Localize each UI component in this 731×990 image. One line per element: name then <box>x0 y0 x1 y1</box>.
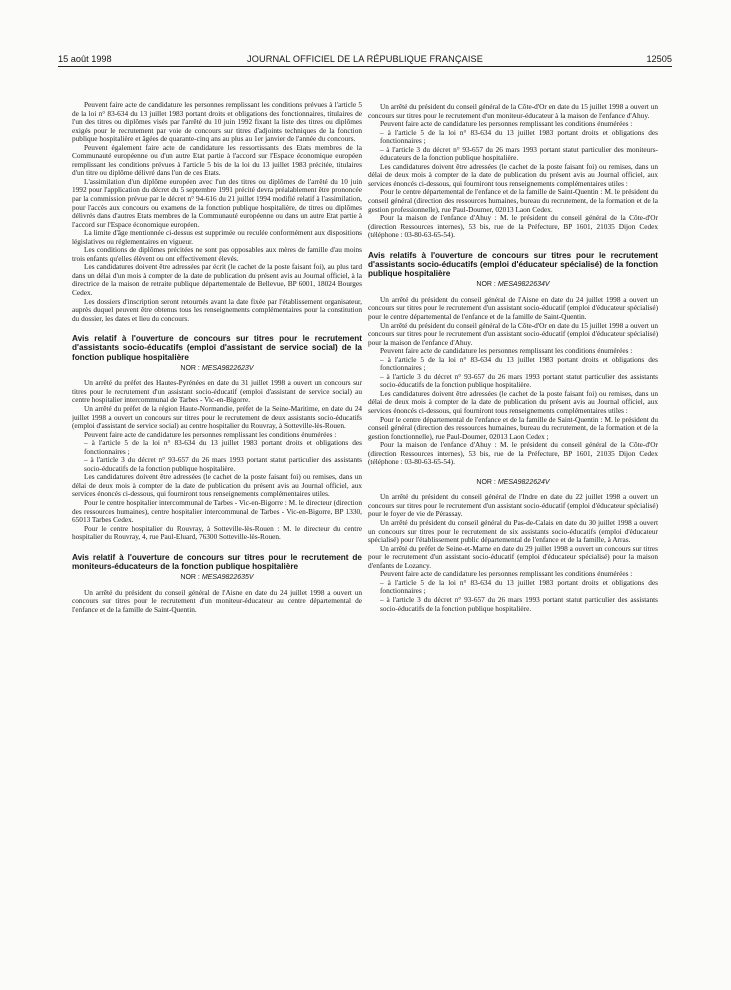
notice-heading: Avis relatif à l'ouverture de concours sur titres pour le recrutement de moniteurs-éducateurs de la fonction publique hospitalière <box>72 552 362 571</box>
nor-code: MESA9822634V <box>497 281 550 289</box>
nor-reference <box>72 574 362 583</box>
paragraph: Peuvent faire acte de candidature les personnes remplissant les conditions énumérées : <box>380 119 633 129</box>
paragraph: L'assimilation d'un diplôme européen avec l'un des titres ou diplômes de l'arrêté du 10 juin 1992 pour l'application du décret du 5 septembre 1991 précité devra préalablement être prononcée par la commission prévue par le décret n° 94-616 du 21 juillet 1994 modifié relatif à l'assimilation, pour l'accès aux concours ou examens de la fonction publique hospitalière, de titres ou diplômes délivrés dans d'autres Etats membres de la Communauté européenne ou dans un autre Etat partie à l'accord sur l'Espace économique européen. <box>72 176 362 229</box>
list-item: – à l'article 3 du décret n° 93-657 du 26 mars 1993 portant statut particulier des assistants socio-éducatifs de la fonction publique hospitalière. <box>380 371 658 390</box>
paragraph: Un arrêté du préfet de Seine-et-Marne en date du 29 juillet 1998 a ouvert un concours sur titres pour le recrutement d'un assistant socio-éducatif (emploi d'éducateur spécialisé) pour la maison d'enfants de Lozancy. <box>368 543 658 570</box>
paragraph: Un arrêté du préfet de la région Haute-Normandie, préfet de la Seine-Maritime, en date du 24 juillet 1998 a ouvert un concours sur titres pour le recrutement de deux assistants socio-éducatifs (emploi d'assistant de service social) au centre hospitalier du Rouvray, à Sotteville-lès-Rouen. <box>72 404 362 431</box>
nor-label: NOR : <box>180 364 200 372</box>
list-item: – à l'article 5 de la loi n° 83-634 du 13 juillet 1983 portant droits et obligations des fonctionnaires ; <box>380 577 658 596</box>
paragraph: Un arrêté du préfet des Hautes-Pyrénées en date du 31 juillet 1998 a ouvert un concours sur titres pour le recrutement d'un assistant socio-éducatif (emploi d'assistant de service social) au centre hospitalier intercommunal de Tarbes - Vic-en-Bigorre. <box>72 378 362 405</box>
paragraph: Les candidatures doivent être adressées (le cachet de la poste faisant foi) ou remises, dans un délai de deux mois à compter de la date de publication du présent avis au Journal officiel, aux services énoncés ci-dessous, qui fourniront tous renseignements complémentaires utiles : <box>368 161 658 188</box>
nor-label: NOR : <box>180 574 200 582</box>
nor-reference <box>368 281 658 290</box>
list-item: – à l'article 5 de la loi n° 83-634 du 13 juillet 1983 portant droits et obligations des fonctionnaires ; <box>380 354 658 373</box>
page-header <box>58 54 672 67</box>
notice-heading: Avis relatifs à l'ouverture de concours sur titres pour le recrutement d'assistants socio-éducatifs (emploi d'éducateur spécialisé) de la fonction publique hospitalière <box>368 250 658 279</box>
paragraph: Un arrêté du président du conseil général de l'Aisne en date du 24 juillet 1998 a ouvert un concours sur titres pour le recrutement d'un moniteur-éducateur au centre départemental de l'enfance et de la famille de Saint-Quentin. <box>72 587 362 614</box>
nor-reference <box>368 479 658 488</box>
paragraph: Peuvent faire acte de candidature les personnes remplissant les conditions énumérées : <box>380 569 633 579</box>
paragraph: Un arrêté du président du conseil général de l'Indre en date du 22 juillet 1998 a ouvert un concours sur titres pour le recrutement d'un assistant socio-éducatif (emploi d'éducateur spécialisé) pour le foyer de vie de Pérassay. <box>368 492 658 519</box>
paragraph: Un arrêté du président du conseil général de la Côte-d'Or en date du 15 juillet 1998 a ouvert un concours sur titres pour le recrutement d'un moniteur-éducateur à la maison de l'enfance d'Ahuy. <box>368 103 658 120</box>
page-number: 12505 <box>646 54 672 64</box>
section-gap <box>368 467 658 477</box>
paragraph: Pour la maison de l'enfance d'Ahuy : M. le président du conseil général de la Côte-d'Or (direction Ressources internes), 53 bis, rue de la Préfecture, BP 1601, 21035 Dijon Cedex (téléphone : 03-80-63-65-54). <box>368 440 658 467</box>
nor-reference <box>72 365 362 374</box>
journal-title: JOURNAL OFFICIEL DE LA RÉPUBLIQUE FRANÇAISE <box>247 54 483 64</box>
paragraph: Pour la maison de l'enfance d'Ahuy : M. le président du conseil général de la Côte-d'Or (direction Ressources internes), 53 bis, rue de la Préfecture, BP 1601, 21035 Dijon Cedex (téléphone : 03-80-63-65-54). <box>368 213 658 240</box>
paragraph: Un arrêté du président du conseil général de la Côte-d'Or en date du 15 juillet 1998 a ouvert un concours sur titres pour le recrutement d'un assistant socio-éducatif (emploi d'éducateur spécialisé) pour la maison de l'enfance d'Ahuy. <box>368 320 658 347</box>
paragraph: Les candidatures doivent être adressées (le cachet de la poste faisant foi) ou remises, dans un délai de deux mois à compter de la date de publication du présent avis au Journal officiel, aux services énoncés ci-dessous, qui fourniront tous renseignements complémentaires utiles : <box>368 388 658 416</box>
paragraph: Peuvent faire acte de candidature les personnes remplissant les conditions énumérées : <box>84 429 337 439</box>
nor-code: MESA9822623V <box>201 364 254 372</box>
paragraph: Pour le centre départemental de l'enfance et de la famille de Saint-Quentin : M. le président du conseil général (direction des ressources humaines, bureau du recrutement, de la formation et de la gestion professionnelle), rue Paul-Doumer, 02013 Laon Cedex. <box>368 187 658 214</box>
paragraph: Peuvent également faire acte de candidature les ressortissants des Etats membres de la Communauté européenne ou d'un autre Etat partie à l'accord sur l'Espace économique européen remplissant les conditions prévues à l'article 5 bis de la loi du 13 juillet 1983 précitée, titulaires d'un titre ou diplôme délivré dans l'un de ces Etats. <box>72 142 362 178</box>
paragraph: Les conditions de diplômes précitées ne sont pas opposables aux mères de famille d'au moins trois enfants qu'elles élèvent ou ont effectivement élevés. <box>72 245 362 263</box>
paragraph: Peuvent faire acte de candidature les personnes remplissant les conditions énumérées : <box>380 346 633 356</box>
left-column <box>72 101 362 971</box>
notice-heading: Avis relatif à l'ouverture de concours sur titres pour le recrutement d'assistants socio-éducatifs (emploi d'assistant de service social) de la fonction publique hospitalière <box>72 334 362 362</box>
list-item: – à l'article 3 du décret n° 93-657 du 26 mars 1993 portant statut particulier des assistants socio-éducatifs de la fonction publique hospitalière. <box>84 455 362 473</box>
paragraph: Peuvent faire acte de candidature les personnes remplissant les conditions prévues à l'article 5 de la loi n° 83-634 du 13 juillet 1983 portant droits et obligations des fonctionnaires, titulaires de l'un des titres ou diplômes visés par l'arrêté du 10 juin 1992 fixant la liste des titres ou diplômes exigés pour le recrutement par voie de concours sur titres d'adjoints techniques de la fonction publique hospitalière et âgées de quarante-cinq ans au plus au 1er janvier de l'année du concours. <box>72 101 362 144</box>
paragraph: Pour le centre hospitalier intercommunal de Tarbes - Vic-en-Bigorre : M. le directeur (direction des ressources humaines), centre hospitalier intercommunal de Tarbes - Vic-en-Bigorre, BP 1330, 65013 Tarbes Cedex. <box>72 498 362 525</box>
paragraph: Pour le centre départemental de l'enfance et de la famille de Saint-Quentin : M. le président du conseil général (direction des ressources humaines, bureau du recrutement, de la formation et de la gestion fonctionnelle), rue Paul-Doumer, 02013 Laon Cedex ; <box>368 414 658 441</box>
nor-label: NOR : <box>476 478 496 486</box>
paragraph: Un arrêté du président du conseil général de l'Aisne en date du 24 juillet 1998 a ouvert un concours sur titres pour le recrutement d'un assistant socio-éducatif (emploi d'éducateur spécialisé) pour le centre départemental de l'enfance et de la famille de Saint-Quentin. <box>368 294 658 321</box>
list-item: – à l'article 3 du décret n° 93-657 du 26 mars 1993 portant statut particulier des assistants socio-éducatifs de la fonction publique hospitalière. <box>380 594 658 613</box>
list-item: – à l'article 3 du décret n° 93-657 du 26 mars 1993 portant statut particulier des moniteurs-éducateurs de la fonction publique hospitalière. <box>380 144 658 163</box>
nor-code: MESA9822624V <box>497 478 550 486</box>
header-date: 15 août 1998 <box>58 54 112 64</box>
list-item: – à l'article 5 de la loi n° 83-634 du 13 juillet 1983 portant droits et obligations des fonctionnaires ; <box>84 438 362 456</box>
paragraph: Les candidatures doivent être adressées (le cachet de la poste faisant foi) ou remises, dans un délai de deux mois à compter de la date de publication du présent avis au Journal officiel, aux services énoncés ci-dessous, qui fourniront tous renseignements complémentaires utiles. <box>72 472 362 499</box>
nor-label: NOR : <box>476 281 496 289</box>
list-item: – à l'article 5 de la loi n° 83-634 du 13 juillet 1983 portant droits et obligations des fonctionnaires ; <box>380 127 658 146</box>
paragraph: Un arrêté du président du conseil général du Pas-de-Calais en date du 30 juillet 1998 a ouvert un concours sur titres pour le recrutement de six assistants socio-éducatifs (emploi d'éducateur spécialisé) pour l'établissement public départemental de l'enfance et de la famille, à Arras. <box>368 518 658 545</box>
paragraph: La limite d'âge mentionnée ci-dessus est supprimée ou reculée conformément aux dispositions législatives ou réglementaires en vigueur. <box>72 228 362 246</box>
right-column <box>368 103 658 973</box>
paragraph: Pour le centre hospitalier du Rouvray, à Sotteville-lès-Rouen : M. le directeur du centre hospitalier du Rouvray, 4, rue Paul-Eluard, 76300 Sotteville-lès-Rouen. <box>72 523 362 542</box>
paragraph: Les dossiers d'inscription seront retournés avant la date fixée par l'établissement organisateur, auprès duquel peuvent être obtenus tous les renseignements complémentaires pour la constitution du dossier, les dates et lieu du concours. <box>72 296 362 323</box>
paragraph: Les candidatures doivent être adressées par écrit (le cachet de la poste faisant foi), au plus tard dans un délai d'un mois à compter de la date de publication du présent avis au Journal officiel, à la directrice de la maison de retraite publique départementale de Bellevue, BP 6001, 18024 Bourges Cedex. <box>72 262 362 298</box>
nor-code: MESA9822635V <box>201 574 254 582</box>
